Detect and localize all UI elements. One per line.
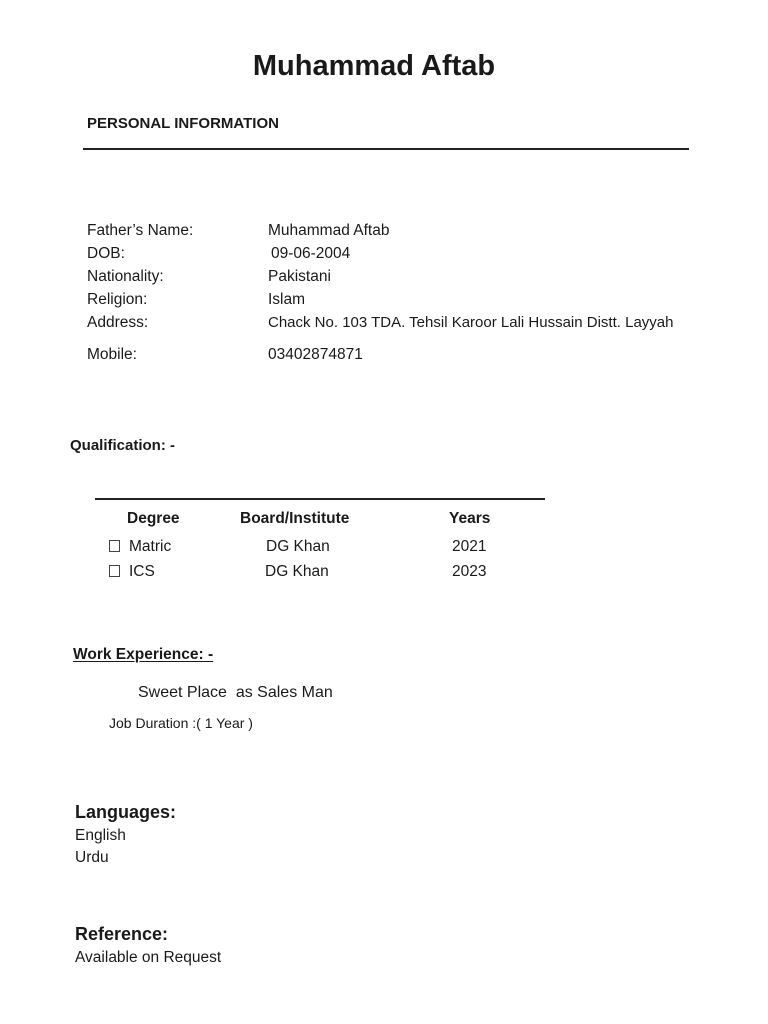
personal-info-heading: PERSONAL INFORMATION (87, 115, 279, 132)
checkbox-bullet-icon (109, 540, 120, 552)
field-value-fathers-name: Muhammad Aftab (268, 222, 390, 239)
field-label-fathers-name: Father’s Name: (87, 222, 194, 239)
row-year: 2023 (452, 563, 487, 580)
table-header-years: Years (449, 510, 491, 527)
personal-info-divider (83, 148, 689, 150)
field-value-nationality: Pakistani (268, 268, 331, 285)
field-label-mobile: Mobile: (87, 346, 137, 363)
row-degree: Matric (129, 538, 172, 555)
job-duration: Job Duration :( 1 Year ) (109, 715, 253, 731)
field-label-address: Address: (87, 314, 149, 331)
reference-heading: Reference: (75, 924, 169, 944)
row-board: DG Khan (266, 538, 330, 555)
work-position: Sweet Place as Sales Man (138, 684, 333, 701)
qualification-heading: Qualification: - (70, 437, 175, 454)
qualification-divider (95, 498, 545, 500)
reference-text: Available on Request (75, 949, 222, 966)
field-label-religion: Religion: (87, 291, 148, 308)
field-label-nationality: Nationality: (87, 268, 164, 285)
resume-name: Muhammad Aftab (252, 50, 496, 82)
field-label-dob: DOB: (87, 245, 125, 262)
language-item: Urdu (75, 849, 109, 866)
work-experience-heading: Work Experience: - (73, 646, 214, 663)
languages-heading: Languages: (75, 802, 177, 822)
checkbox-bullet-icon (109, 565, 120, 577)
field-value-mobile: 03402874871 (268, 346, 363, 363)
table-row (109, 563, 155, 581)
table-header-board: Board/Institute (240, 510, 350, 527)
language-item: English (75, 827, 126, 844)
field-value-address: Chack No. 103 TDA. Tehsil Karoor Lali Hussain Distt. Layyah (268, 314, 674, 331)
field-value-dob: 09-06-2004 (271, 245, 351, 262)
row-degree: ICS (129, 563, 155, 580)
row-board: DG Khan (265, 563, 329, 580)
row-year: 2021 (452, 538, 487, 555)
table-row (109, 538, 171, 556)
table-header-degree: Degree (127, 510, 180, 527)
field-value-religion: Islam (268, 291, 306, 308)
